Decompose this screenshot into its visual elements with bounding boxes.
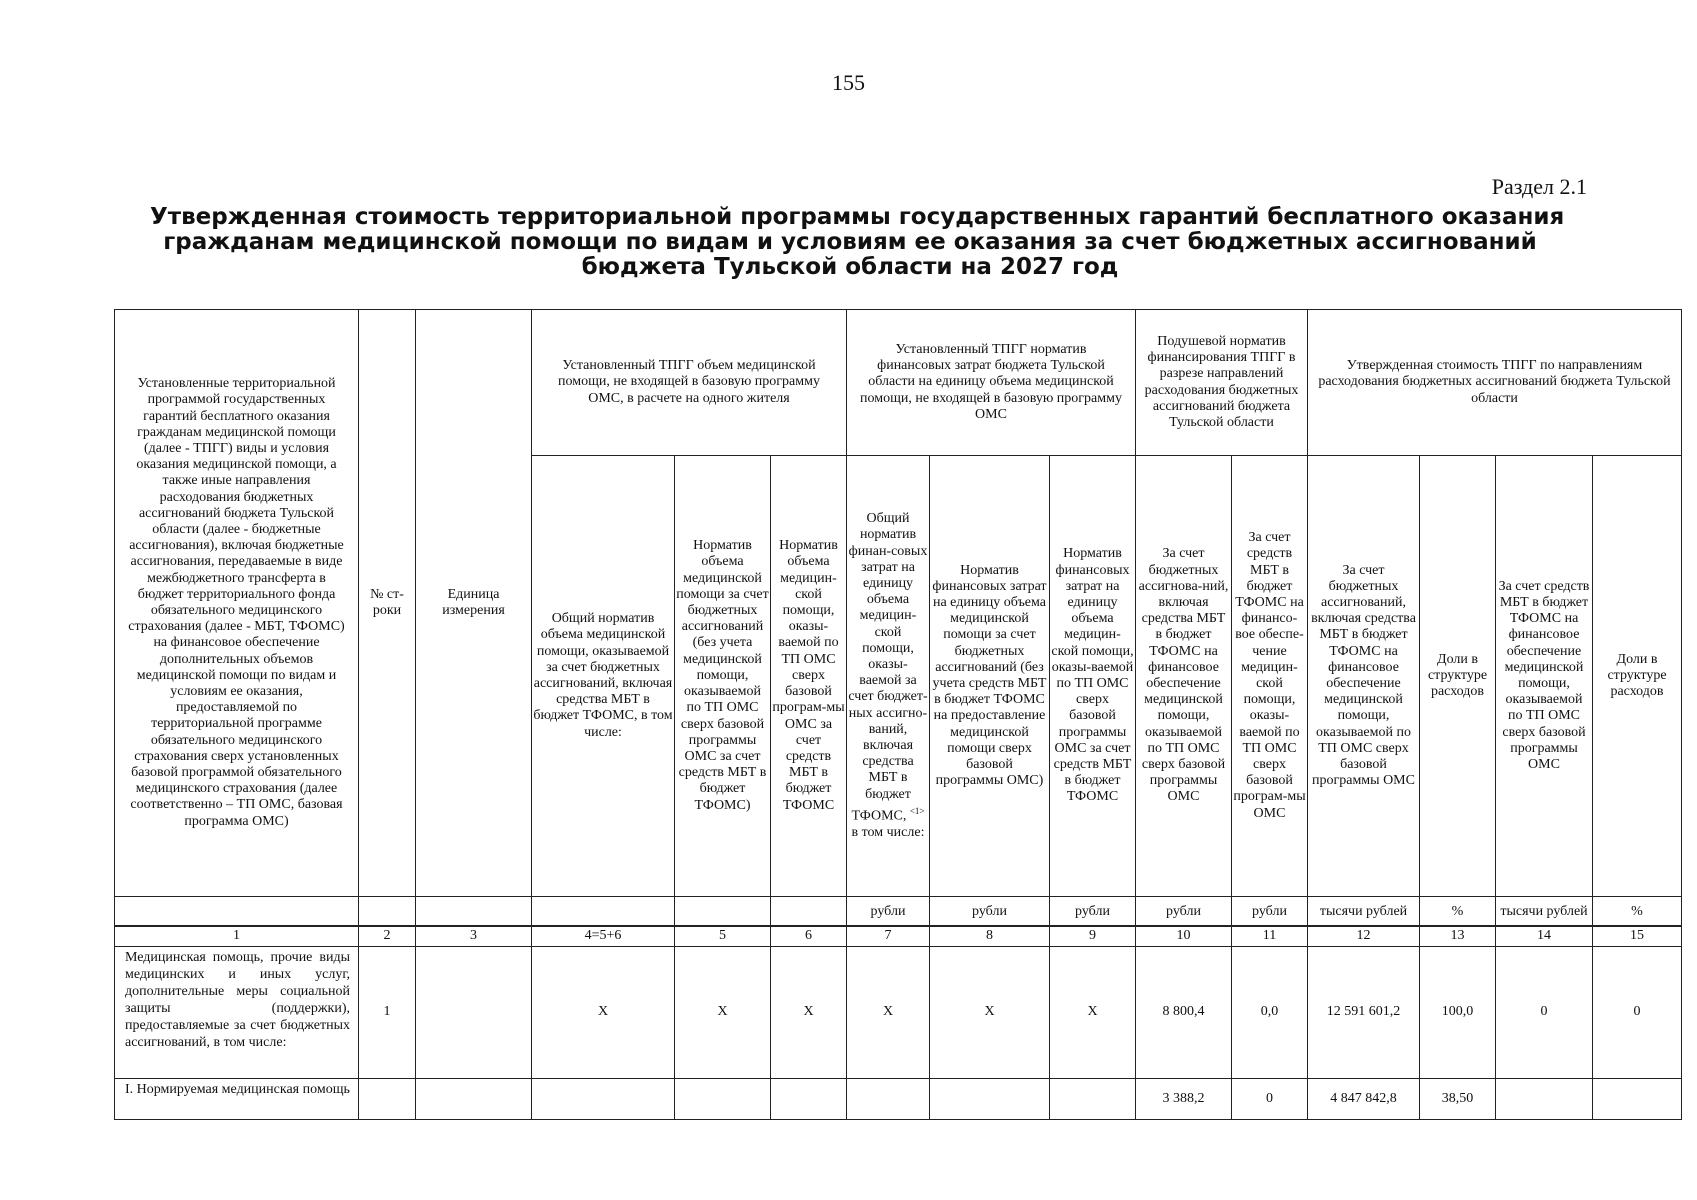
table-cell: [359, 1079, 416, 1120]
header-col-15: Доли в структуре расходов: [1593, 456, 1682, 897]
header-col-5: Норматив объема медицинской помощи за счет бюджетных ассигнований (без учета медицинской помощи, оказываемой по ТП ОМС сверх базовой программы ОМС за счет средств МБТ в бюджет ТФОМС): [675, 456, 771, 897]
header-col-7-text: Общий норматив финан-совых затрат на единицу объема медицин-ской помощи, оказы-ваемой за счет бюджет-ных ассигно-ваний, включая средства МБТ в бюджет ТФОМС,: [848, 511, 928, 824]
unit-cell: рубли: [1136, 897, 1232, 926]
column-number: 4=5+6: [532, 926, 675, 947]
table-cell: [675, 1079, 771, 1120]
header-col-6: Норматив объема медицин-ской помощи, оказы-ваемой по ТП ОМС сверх базовой програм-мы ОМС за счет средств МБТ в бюджет ТФОМС: [771, 456, 847, 897]
title-line-3: бюджета Тульской области на 2027 год: [581, 254, 1119, 280]
table-cell: 1: [359, 947, 416, 1079]
table-cell: [1593, 1079, 1682, 1120]
table-cell: 8 800,4: [1136, 947, 1232, 1079]
table-cell: [1496, 1079, 1593, 1120]
column-number: 7: [847, 926, 930, 947]
unit-cell: %: [1420, 897, 1496, 926]
table-cell: [1050, 1079, 1136, 1120]
row-description: Медицинская помощь, прочие виды медицинских и иных услуг, дополнительные меры социальной защиты (поддержки), предоставляемые за счет бюджетных ассигнований, в том числе:: [115, 947, 359, 1079]
table-cell: [847, 1079, 930, 1120]
table-cell: 100,0: [1420, 947, 1496, 1079]
table-cell: [930, 1079, 1050, 1120]
table-cell: X: [675, 947, 771, 1079]
header-group-cost: Установленный ТПГГ норматив финансовых затрат бюджета Тульской области на единицу объема медицинской помощи, не входящей в базовую программу ОМС: [847, 310, 1136, 456]
column-number: 6: [771, 926, 847, 947]
table-cell: 0: [1593, 947, 1682, 1079]
unit-cell: [675, 897, 771, 926]
header-col-10: За счет бюджетных ассигнова-ний, включая средства МБТ в бюджет ТФОМС на финансовое обеспечение медицинской помощи, оказываемой по ТП ОМС сверх базовой программы ОМС: [1136, 456, 1232, 897]
header-group-percapita: Подушевой норматив финансирования ТПГГ в разрезе направлений расходования бюджетных ассигнований бюджета Тульской области: [1136, 310, 1308, 456]
table-cell: [771, 1079, 847, 1120]
column-number: 5: [675, 926, 771, 947]
table-cell: 12 591 601,2: [1308, 947, 1420, 1079]
column-number: 2: [359, 926, 416, 947]
column-number: 9: [1050, 926, 1136, 947]
unit-cell: рубли: [930, 897, 1050, 926]
header-col-4: Общий норматив объема медицинской помощи, оказываемой за счет бюджетных ассигнований, включая средства МБТ в бюджет ТФОМС, в том числе:: [532, 456, 675, 897]
table-cell: 0: [1496, 947, 1593, 1079]
table-cell: 0,0: [1232, 947, 1308, 1079]
table-cell: [416, 947, 532, 1079]
units-row: [115, 897, 1682, 926]
header-col-11: За счет средств МБТ в бюджет ТФОМС на финансо-вое обеспе-чение медицин-ской помощи, оказы-ваемой по ТП ОМС сверх базовой програм-мы ОМС: [1232, 456, 1308, 897]
header-table: [114, 309, 1682, 926]
table-cell: X: [771, 947, 847, 1079]
table-cell: 4 847 842,8: [1308, 1079, 1420, 1120]
column-number: 12: [1308, 926, 1420, 947]
table-cell: X: [930, 947, 1050, 1079]
table-row: [115, 1079, 1682, 1120]
column-number: 8: [930, 926, 1050, 947]
unit-cell: тысячи рублей: [1496, 897, 1593, 926]
document-title: [150, 204, 1565, 280]
column-number: 11: [1232, 926, 1308, 947]
unit-cell: %: [1593, 897, 1682, 926]
header-col-8: Норматив финансовых затрат на единицу объема медицинской помощи за счет бюджетных ассигнований (без учета средств МБТ в бюджет ТФОМС на предоставление медицинской помощи сверх базовой программы ОМС): [930, 456, 1050, 897]
column-number: 1: [115, 926, 359, 947]
table-cell: 3 388,2: [1136, 1079, 1232, 1120]
unit-cell: рубли: [1232, 897, 1308, 926]
column-number: 3: [416, 926, 532, 947]
title-line-2: гражданам медицинской помощи по видам и условиям ее оказания за счет бюджетных ассигнований: [163, 229, 1537, 255]
header-col-3-unit: Единица измерения: [416, 310, 532, 897]
data-table: [114, 925, 1682, 1120]
header-group-approved: Утвержденная стоимость ТПГГ по направлениям расходования бюджетных ассигнований бюджета Тульской области: [1308, 310, 1682, 456]
header-col-9: Норматив финансовых затрат на единицу объема медицин-ской помощи, оказы-ваемой по ТП ОМС сверх базовой программы ОМС за счет средств МБТ в бюджет ТФОМС: [1050, 456, 1136, 897]
table-cell: X: [1050, 947, 1136, 1079]
header-col-2-row-number: № ст-роки: [359, 310, 416, 897]
table-row: [115, 947, 1682, 1079]
table-cell: [416, 1079, 532, 1120]
section-label: Раздел 2.1: [1491, 174, 1587, 199]
table-cell: X: [847, 947, 930, 1079]
unit-cell: рубли: [847, 897, 930, 926]
column-number: 10: [1136, 926, 1232, 947]
unit-cell: [532, 897, 675, 926]
column-numbers-row: [115, 926, 1682, 947]
unit-cell: [115, 897, 359, 926]
table-cell: X: [532, 947, 675, 1079]
unit-cell: [359, 897, 416, 926]
unit-cell: тысячи рублей: [1308, 897, 1420, 926]
row-description: I. Нормируемая медицинская помощь: [115, 1079, 359, 1120]
unit-cell: [771, 897, 847, 926]
header-group-volume: Установленный ТПГГ объем медицинской помощи, не входящей в базовую программу ОМС, в расчете на одного жителя: [532, 310, 847, 456]
column-number: 15: [1593, 926, 1682, 947]
unit-cell: [416, 897, 532, 926]
header-col-1: Установленные территориальной программой государственных гарантий бесплатного оказания гражданам медицинской помощи (далее - ТПГГ) виды и условия оказания медицинской помощи, а также иные направления расходования бюджетных ассигнований бюджета Тульской области (далее - бюджетные ассигнования), включая бюджетные ассигнования, передаваемые в виде межбюджетного трансферта в бюджет территориального фонда обязательного медицинского страхования (далее - МБТ, ТФОМС) на финансовое обеспечение дополнительных объемов медицинской помощи по видам и условиям ее оказания, предоставляемой по территориальной программе обязательного медицинского страхования сверх установленных базовой программой обязательного медицинского страхования (далее соответственно – ТП ОМС, базовая программа ОМС): [115, 310, 359, 897]
header-col-12: За счет бюджетных ассигнований, включая средства МБТ в бюджет ТФОМС на финансовое обеспечение медицинской помощи, оказываемой по ТП ОМС сверх базовой программы ОМС: [1308, 456, 1420, 897]
header-col-7-tail: в том числе:: [851, 824, 925, 840]
column-number: 13: [1420, 926, 1496, 947]
column-number: 14: [1496, 926, 1593, 947]
header-col-14: За счет средств МБТ в бюджет ТФОМС на финансовое обеспечение медицинской помощи, оказываемой по ТП ОМС сверх базовой программы ОМС: [1496, 456, 1593, 897]
unit-cell: рубли: [1050, 897, 1136, 926]
table-cell: [532, 1079, 675, 1120]
title-line-1: Утвержденная стоимость территориальной программы государственных гарантий бесплатного оказания: [150, 204, 1565, 230]
header-col-7: [847, 456, 930, 897]
footnote-ref: <1>: [909, 805, 925, 816]
header-col-13: Доли в структуре расходов: [1420, 456, 1496, 897]
table-cell: 38,50: [1420, 1079, 1496, 1120]
page-number: 155: [832, 70, 865, 95]
table-cell: 0: [1232, 1079, 1308, 1120]
